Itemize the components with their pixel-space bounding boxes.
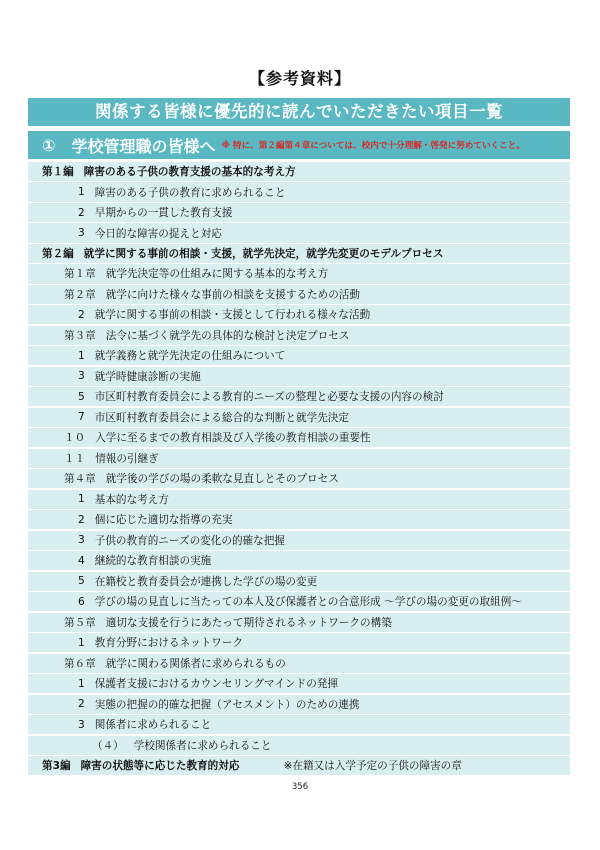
list-item: 6 学びの場の見直しに当たっての本人及び保護者との合意形成 ～学びの場の変更の取組例～ [28,592,570,611]
list-item: 5 市区町村教育委員会による教育的ニーズの整理と必要な支援の内容の検討 [28,387,570,406]
list-item: 第3編 障害の状態等に応じた教育的対応 ※在籍又は入学予定の子供の障害の章 [28,756,570,775]
list-item: 1 教育分野におけるネットワーク [28,633,570,652]
list-item: 第５章 適切な支援を行うにあたって期待されるネットワークの構築 [28,613,570,632]
list-item: 3 関係者に求められること [28,715,570,734]
list-item: 7 市区町村教育委員会による総合的な判断と就学先決定 [28,408,570,427]
list-item: 1 就学義務と就学先決定の仕組みについて [28,346,570,365]
section-title: 学校管理職の皆様へ [71,136,216,156]
list-item-note: ※在籍又は入学予定の子供の障害の章 [283,760,462,773]
list-item: 第４章 就学後の学びの場の柔軟な見直しとそのプロセス [28,469,570,488]
document-title: 関係する皆様に優先的に読んでいただきたい項目一覧 [28,98,570,126]
list-item: 3 子供の教育的ニーズの変化の的確な把握 [28,531,570,550]
list-item: 第１編 障害のある子供の教育支援の基本的な考え方 [28,162,570,181]
section-header [28,131,570,159]
list-item: 第２編 就学に関する事前の相談・支援，就学先決定，就学先変更のモデルプロセス [28,244,570,263]
list-item: １０ 入学に至るまでの教育相談及び入学後の教育相談の重要性 [28,428,570,447]
list-item: 3 就学時健康診断の実施 [28,367,570,386]
list-item: 5 在籍校と教育委員会が連携した学びの場の変更 [28,572,570,591]
list-item: 第３章 法令に基づく就学先の具体的な検討と決定プロセス [28,326,570,345]
list-item: 2 個に応じた適切な指導の充実 [28,510,570,529]
list-item: 第２章 就学に向けた様々な事前の相談を支援するための活動 [28,285,570,304]
item-list [28,162,570,777]
section-number: ① [42,135,56,155]
section-note: ※ 特に、第２編第４章については、校内で十分理解・啓発に努めていくこと。 [221,141,525,151]
page-number: 356 [291,782,309,792]
list-item: 2 就学に関する事前の相談・支援として行われる様々な活動 [28,305,570,324]
list-item: 1 基本的な考え方 [28,490,570,509]
list-item: 第６章 就学に関わる関係者に求められるもの [28,654,570,673]
reference-material-label: 【参考資料】 [248,69,351,88]
list-item: 4 継続的な教育相談の実施 [28,551,570,570]
list-item: 2 早期からの一貫した教育支援 [28,203,570,222]
list-item: １１ 情報の引継ぎ [28,449,570,468]
list-item: 3 今日的な障害の捉えと対応 [28,223,570,242]
list-item: 2 実態の把握の的確な把握（アセスメント）のための連携 [28,695,570,714]
list-item: 第１章 就学先決定等の仕組みに関する基本的な考え方 [28,264,570,283]
list-item: 1 障害のある子供の教育に求められること [28,182,570,201]
list-item: 1 保護者支援におけるカウンセリングマインドの発揮 [28,674,570,693]
list-item: （４） 学校関係者に求められること [28,736,570,755]
